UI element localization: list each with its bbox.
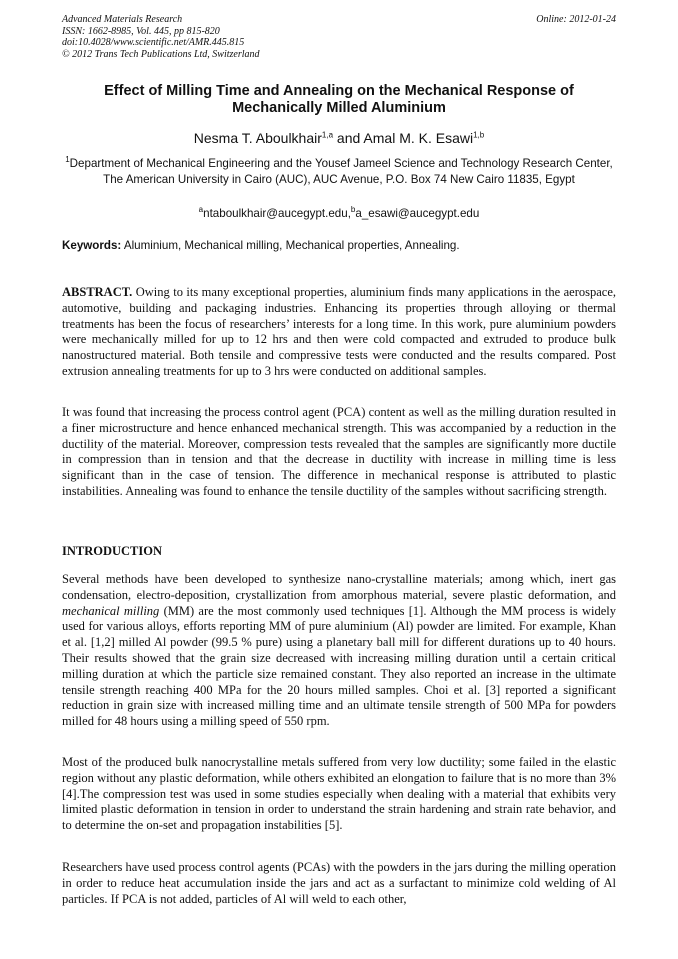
author-1-affil: 1,a xyxy=(321,130,334,140)
doi-line: doi:10.4028/www.scientific.net/AMR.445.815 xyxy=(62,37,245,48)
abstract-paragraph-1 xyxy=(62,285,616,380)
author-conjunction: and xyxy=(333,130,364,146)
email-line xyxy=(62,206,616,221)
abstract-paragraph-2: It was found that increasing the process control agent (PCA) content as well as the milling duration resulted in a finer microstructure and hence enhanced mechanical strength. This was accompanied by a reduction in the ductility of the material. Moreover, compression tests revealed that the samples are significantly more ductile in compression than in tension and that the decrease in ductility with increase in milling time is less significant than in the case of tension. The difference in mechanical response is attributed to plastic instabilities. Annealing was found to enhance the tensile ductility of the samples without sacrificing strength. xyxy=(62,405,616,498)
section-heading-introduction: INTRODUCTION xyxy=(62,544,163,558)
abstract-label: ABSTRACT. xyxy=(62,285,133,299)
journal-name: Advanced Materials Research xyxy=(62,14,183,25)
intro-paragraph-3: Researchers have used process control agents (PCAs) with the powders in the jars during the milling operation in order to reduce heat accumulation inside the jars and act as a surfactant to minimize cold welding of Al particles. If PCA is not added, particles of Al will weld to each other, xyxy=(62,860,616,906)
affiliation-number: 1 xyxy=(65,155,70,165)
intro-paragraph-2: Most of the produced bulk nanocrystalline metals suffered from very low ductility; some failed in the elastic region without any plastic deformation, while others exhibited an elongation to failure that is no more than 3% [4].The compression test was used in some studies especially when dealing with a material that exhibits very limited plastic deformation in tension in order to understand the strain hardening and strain rate behavior, and to determine the on-set and propagation instabilities [5]. xyxy=(62,755,616,833)
email-separator: , xyxy=(347,207,351,220)
keywords-label: Keywords: xyxy=(62,239,122,252)
keywords xyxy=(62,238,616,253)
affiliation xyxy=(62,156,616,187)
author-line xyxy=(62,130,616,147)
intro-paragraph-1 xyxy=(62,572,616,730)
intro-p1-emphasis: mechanical milling xyxy=(62,603,160,618)
issn-line: ISSN: 1662-8985, Vol. 445, pp 815-820 xyxy=(62,25,220,37)
intro-p1-text-b: (MM) are the most commonly used techniques [1]. Although the MM process is widely used for various alloys, efforts reporting MM of pure aluminium (Al) powder are limited. For example, Khan et al. [1,2] milled Al powder (99.5 % pure) using a planetary ball mill for different durations up to 40 hours. Their results showed that the grain size decreased with increasing milling duration until a certain critical milling duration at which the particle size remained constant. They also reported an increase in the ultimate tensile strength reaching 400 MPa for the 20 hours milled samples. Choi et al. [3] reported a significant reduction in grain size with increased milling time and an ultimate tensile strength of 500 MPa for powders milled for 48 hours using a milling speed of 550 rpm. xyxy=(62,603,616,729)
abstract-text-1: Owing to its many exceptional properties, aluminium finds many applications in the aerospace, automotive, building and packaging industries. Enhancing its properties through alloying or thermal treatments has been the focus of researchers’ interests for a long time. In this work, pure aluminium powders were mechanically milled for up to 12 hrs and then were cold compacted and extruded to produce bulk nanostructured material. Both tensile and compressive tests were conducted and the results compared. Post extrusion annealing treatments for up to 3 hrs were conducted on additional samples. xyxy=(62,285,616,378)
email-a[interactable]: ntaboulkhair@aucegypt.edu xyxy=(203,207,348,220)
intro-p1-text-a: Several methods have been developed to synthesize nano-crystalline materials; among which, inert gas condensation, electro-deposition, crystallization from amorphous material, severe plastic deformation, and xyxy=(62,572,616,602)
author-2-affil: 1,b xyxy=(473,130,485,140)
email-a-marker: a xyxy=(198,205,204,215)
email-b-marker: b xyxy=(350,205,356,215)
paper-title: Effect of Milling Time and Annealing on the Mechanical Response of Mechanically Milled Aluminium xyxy=(104,83,574,116)
keywords-text: Aluminium, Mechanical milling, Mechanical properties, Annealing. xyxy=(121,239,460,252)
author-1: Nesma T. Aboulkhair xyxy=(193,130,322,146)
journal-header xyxy=(62,14,616,60)
email-b[interactable]: a_esawi@aucegypt.edu xyxy=(355,207,480,220)
author-2: Amal M. K. Esawi xyxy=(363,130,474,146)
affiliation-text: Department of Mechanical Engineering and the Yousef Jameel Science and Technology Research Center, The American University in Cairo (AUC), AUC Avenue, P.O. Box 74 New Cairo 11835, Egypt xyxy=(69,157,613,186)
online-date: Online: 2012-01-24 xyxy=(536,14,616,25)
copyright-line: © 2012 Trans Tech Publications Ltd, Switzerland xyxy=(62,48,260,60)
